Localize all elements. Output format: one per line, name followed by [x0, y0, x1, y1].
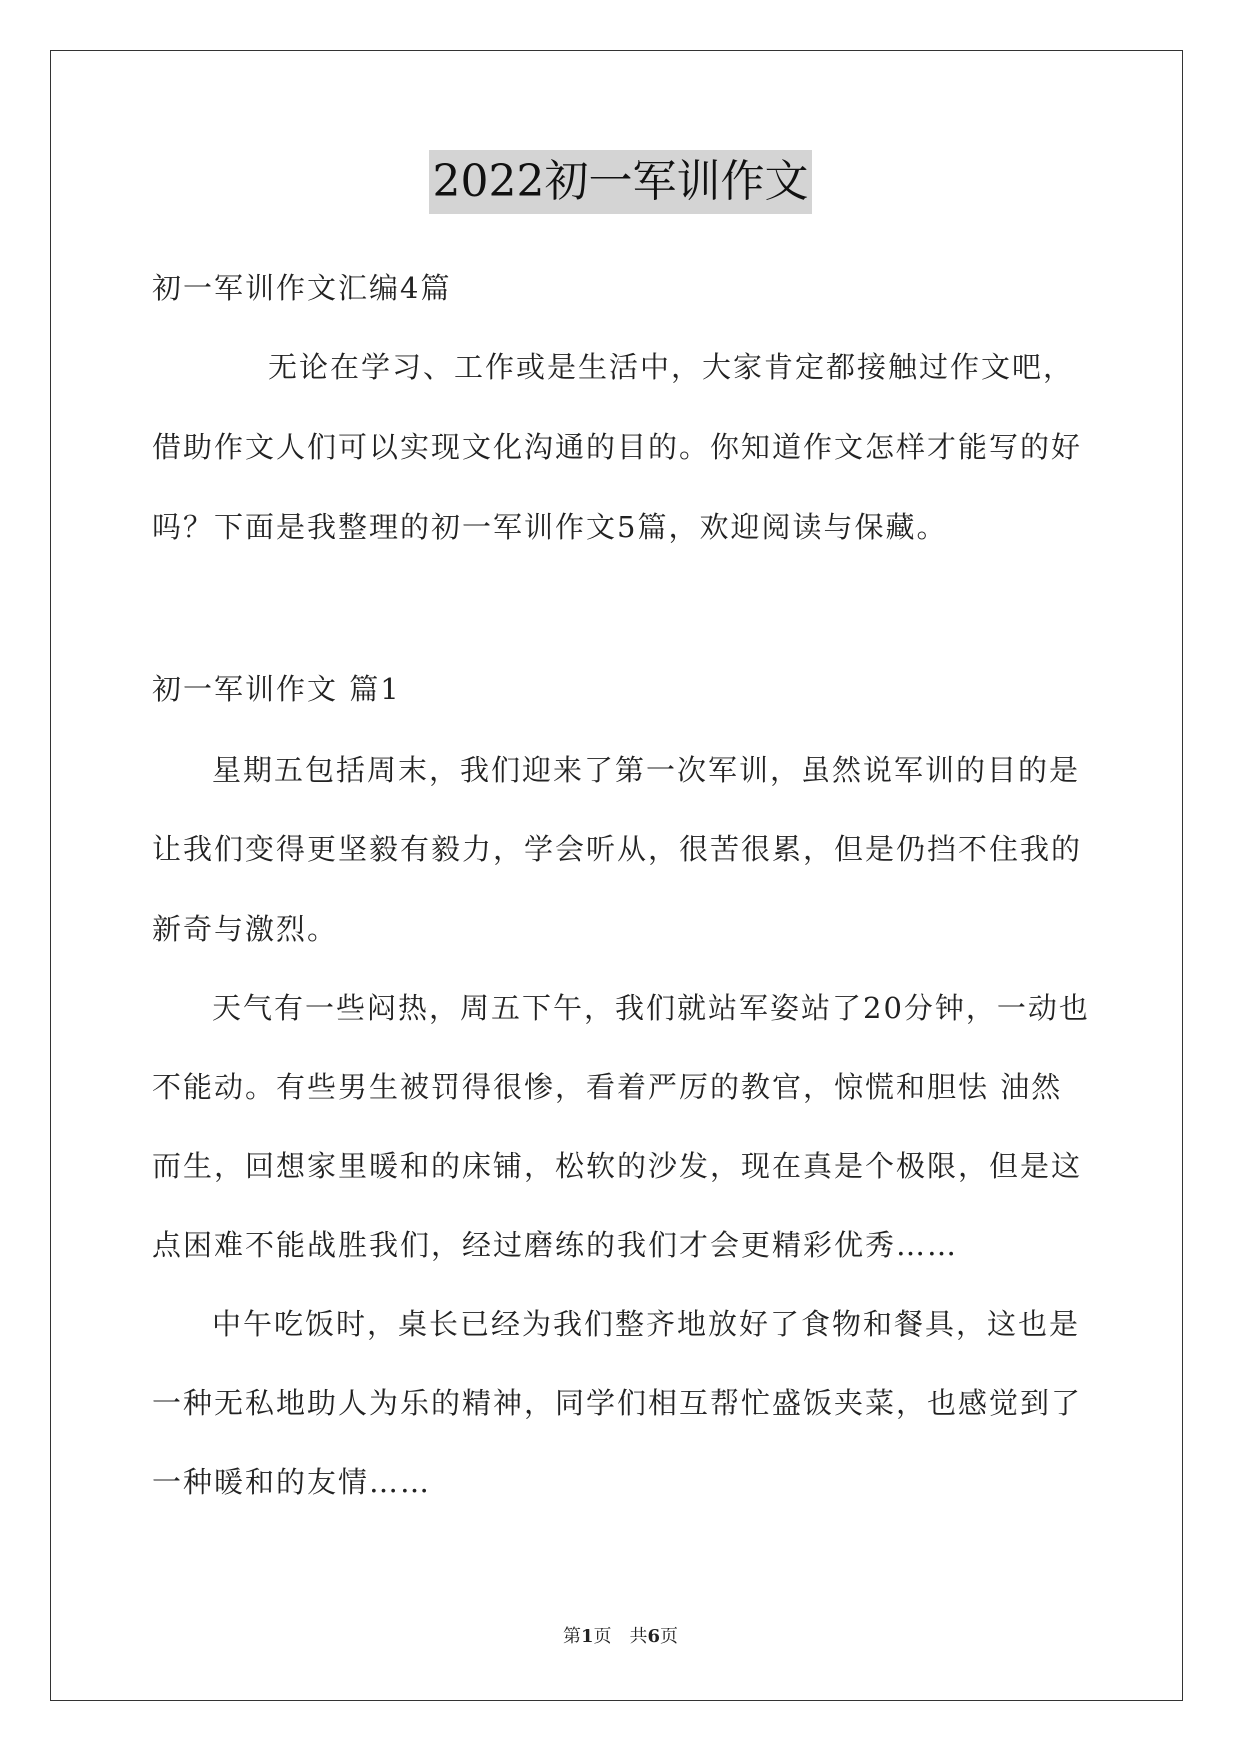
total-prefix: 共 [629, 1626, 648, 1647]
page-prefix: 第 [562, 1626, 581, 1647]
page-total: 6 [647, 1626, 661, 1647]
page-current: 1 [580, 1626, 594, 1647]
document-title: 2022初一军训作文 [429, 150, 813, 214]
para2-line-2: 不能动。有些男生被罚得很惨，看着严厉的教官，惊慌和胆怯 油然 [152, 1070, 1063, 1104]
para1-line-3: 新奇与激烈。 [152, 912, 339, 946]
section-heading: 初一军训作文 篇1 [152, 672, 401, 706]
para3-line-2: 一种无私地助人为乐的精神，同学们相互帮忙盛饭夹菜，也感觉到了 [152, 1386, 1083, 1420]
intro-line-2: 借助作文人们可以实现文化沟通的目的。你知道作文怎样才能写的好 [152, 430, 1083, 464]
para1-line-2: 让我们变得更坚毅有毅力，学会听从，很苦很累，但是仍挡不住我的 [152, 832, 1083, 866]
para2-line-4: 点困难不能战胜我们，经过磨练的我们才会更精彩优秀…… [152, 1228, 959, 1262]
total-suffix: 页 [660, 1626, 679, 1647]
para1-line-1: 星期五包括周末，我们迎来了第一次军训，虽然说军训的目的是 [212, 753, 1081, 787]
intro-line-3: 吗？下面是我整理的初一军训作文5篇，欢迎阅读与保藏。 [152, 510, 948, 544]
para2-line-3: 而生，回想家里暖和的床铺，松软的沙发，现在真是个极限，但是这 [152, 1149, 1083, 1183]
page-suffix: 页 [593, 1626, 612, 1647]
para3-line-1: 中午吃饭时，桌长已经为我们整齐地放好了食物和餐具，这也是 [212, 1307, 1081, 1341]
intro-line-1: 无论在学习、工作或是生活中，大家肯定都接触过作文吧， [268, 350, 1075, 384]
title-container [0, 150, 1241, 214]
para3-line-3: 一种暖和的友情…… [152, 1465, 432, 1499]
page-footer [0, 1622, 1241, 1648]
para2-line-1: 天气有一些闷热，周五下午，我们就站军姿站了20分钟，一动也 [212, 991, 1090, 1025]
subtitle-line: 初一军训作文汇编4篇 [152, 271, 452, 305]
